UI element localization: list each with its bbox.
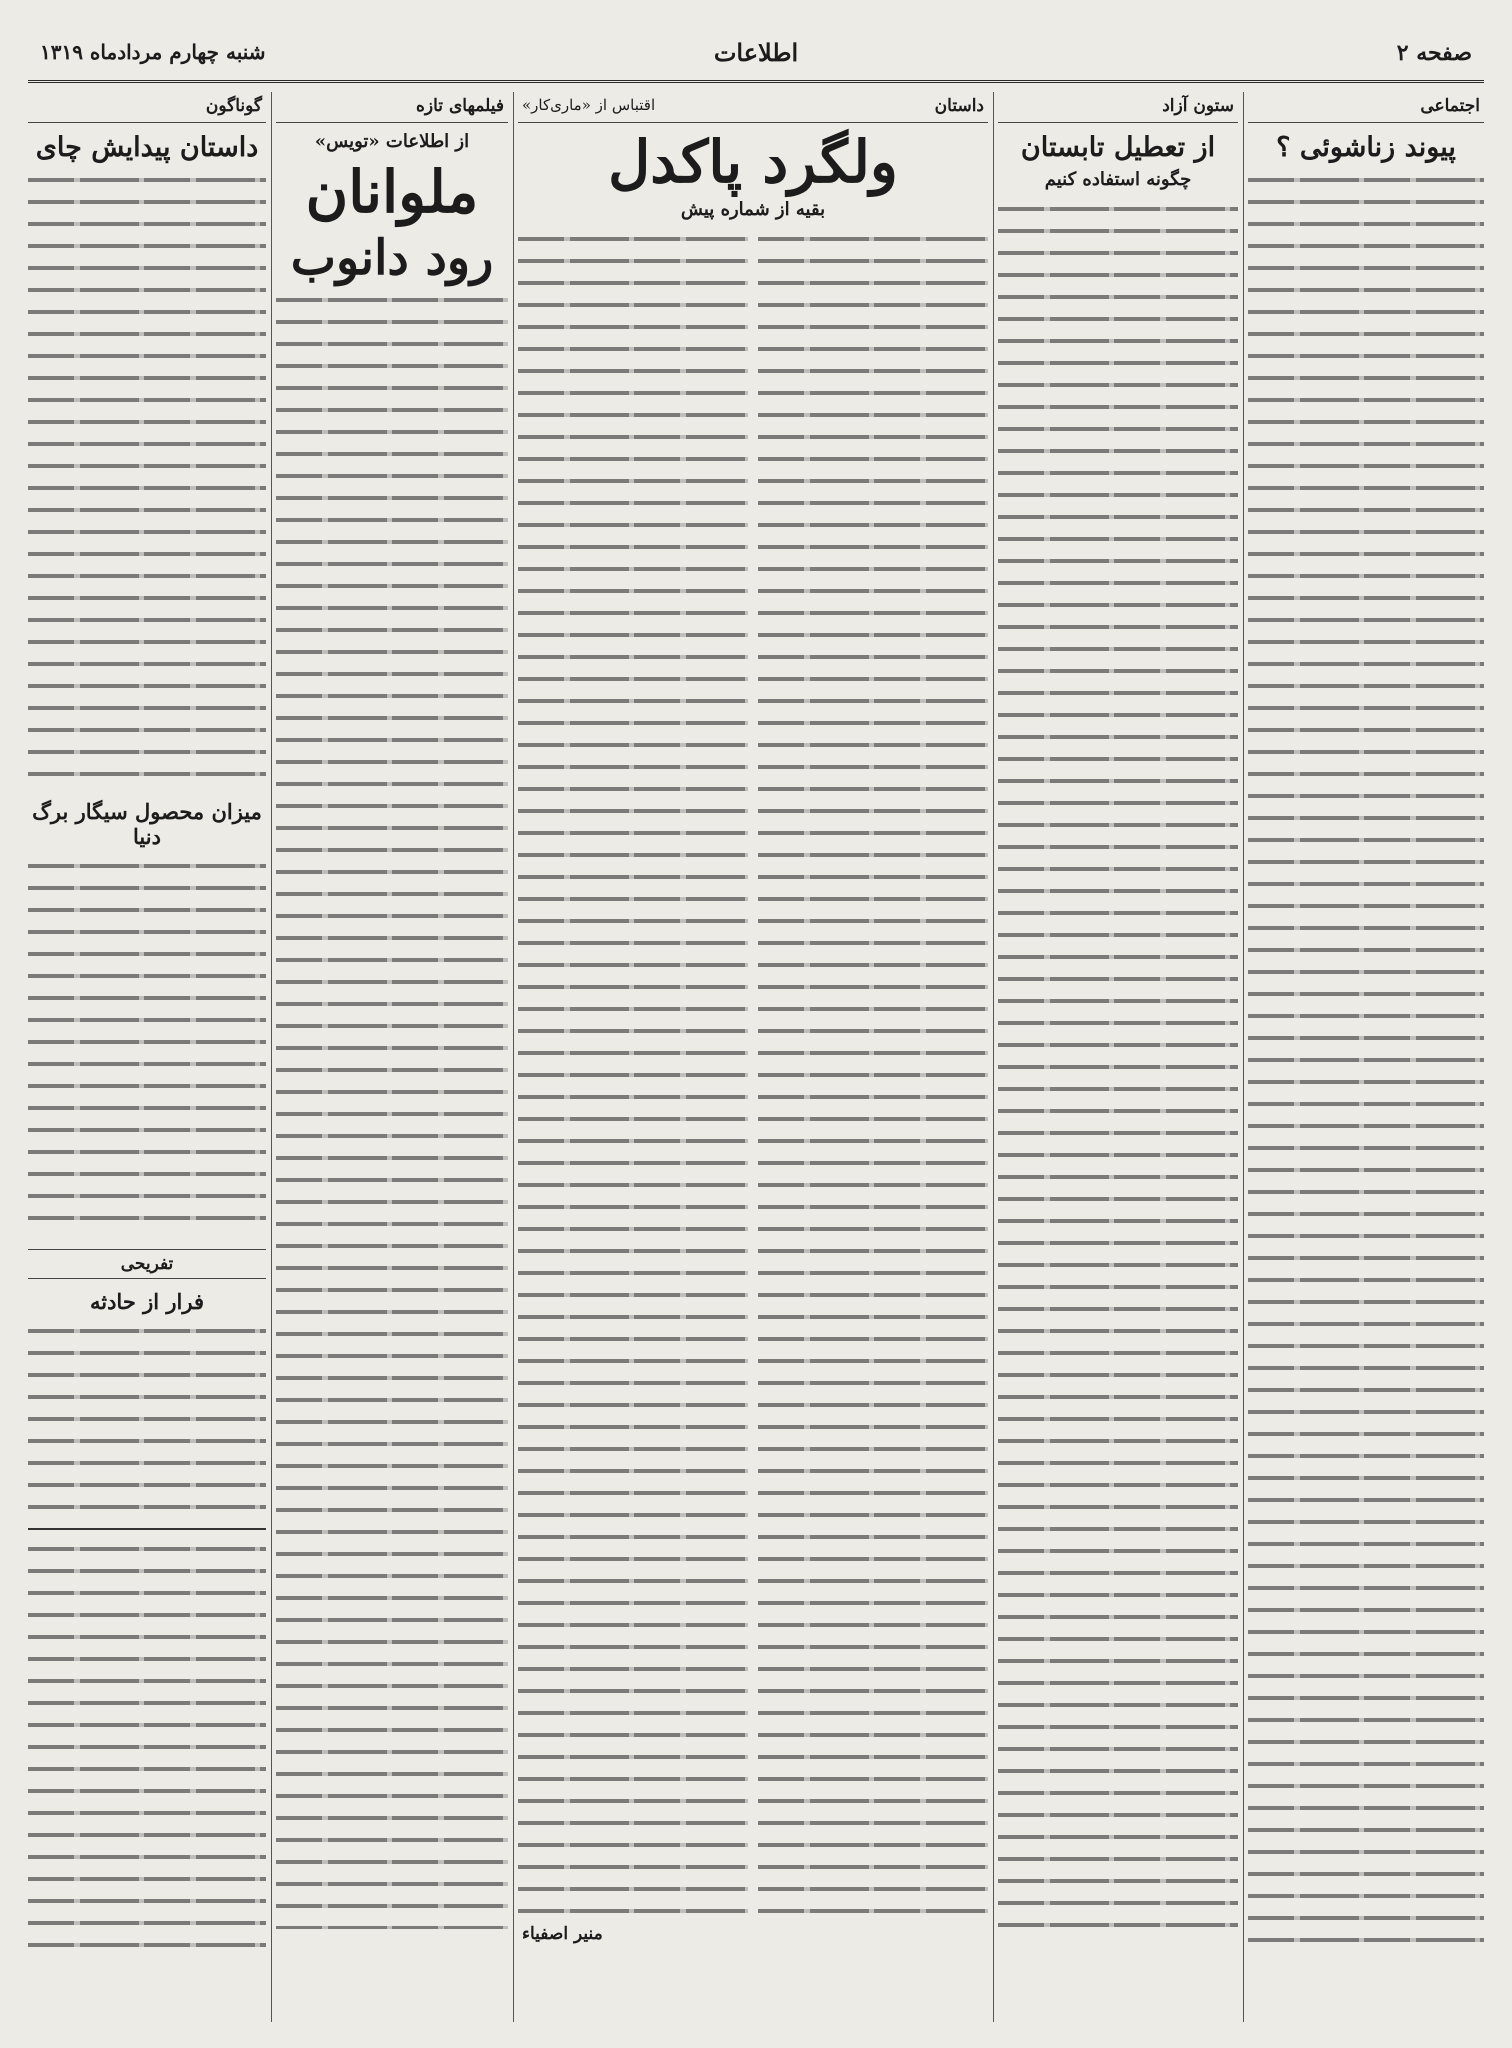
story-body-right [758, 228, 988, 1918]
miscellany-extra-body [28, 1538, 266, 1958]
story-body-left [518, 228, 748, 1918]
free-platform-body [998, 198, 1238, 1938]
entertainment-body [28, 1320, 266, 1520]
column-rule [1243, 92, 1244, 2022]
social-section-label: اجتماعی [1420, 96, 1480, 116]
social-column [1248, 92, 1484, 2022]
story-author: منیر اصفیاء [522, 1923, 603, 1944]
entertainment-title: فرار از حادثه [89, 1288, 205, 1314]
issue-date: شنبه چهارم مردادماه ۱۳۱۹ [40, 40, 266, 64]
new-films-body [276, 289, 508, 1929]
story-section-label: داستان [934, 96, 984, 116]
column-rule [993, 92, 994, 2022]
column-rule [513, 92, 514, 2022]
miscellany-title: داستان پیدایش چای [35, 132, 259, 163]
entertainment-label: تفریحی [28, 1249, 266, 1279]
new-films-source: از اطلاعات «تویس» [314, 131, 470, 152]
page-number: صفحه ۲ [1396, 40, 1472, 66]
cigar-production-body [28, 855, 266, 1235]
tea-story-body [28, 169, 266, 789]
new-films-column-head [276, 92, 508, 123]
new-films-title-line1: ملوانان [305, 158, 479, 226]
story-column-head [518, 92, 988, 123]
free-platform-title: از تعطیل تابستان [1020, 132, 1216, 163]
newspaper-page [28, 22, 1484, 2026]
free-platform-subtitle: چگونه استفاده کنیم [1044, 168, 1192, 190]
free-platform-column [998, 92, 1238, 2022]
story-subtitle: بقیه از شماره پیش [680, 198, 826, 220]
column-rule [271, 92, 272, 2022]
story-title: ولگرد پاکدل [608, 128, 898, 196]
cigar-production-title: میزان محصول سیگار برگ دنیا [32, 798, 262, 849]
page-header [28, 22, 1484, 83]
new-films-title-line2: رود دانوب [290, 229, 494, 286]
miscellany-column-head [28, 92, 266, 123]
new-films-section-label: فیلمهای تازه [416, 96, 504, 116]
story-source: اقتباس از «ماری‌کار» [522, 96, 656, 114]
new-films-column [276, 92, 508, 2022]
social-article-title: پیوند زناشوئی ؟ [1276, 132, 1456, 163]
social-article-body [1248, 169, 1484, 1949]
story-column [518, 92, 988, 2022]
miscellany-column [28, 92, 266, 2022]
divider [28, 1528, 266, 1530]
free-platform-column-head [998, 92, 1238, 123]
social-column-head [1248, 92, 1484, 123]
free-platform-section-label: ستون آزاد [1162, 96, 1234, 116]
miscellany-section-label: گوناگون [205, 96, 262, 116]
paper-name: اطلاعات [713, 38, 799, 67]
